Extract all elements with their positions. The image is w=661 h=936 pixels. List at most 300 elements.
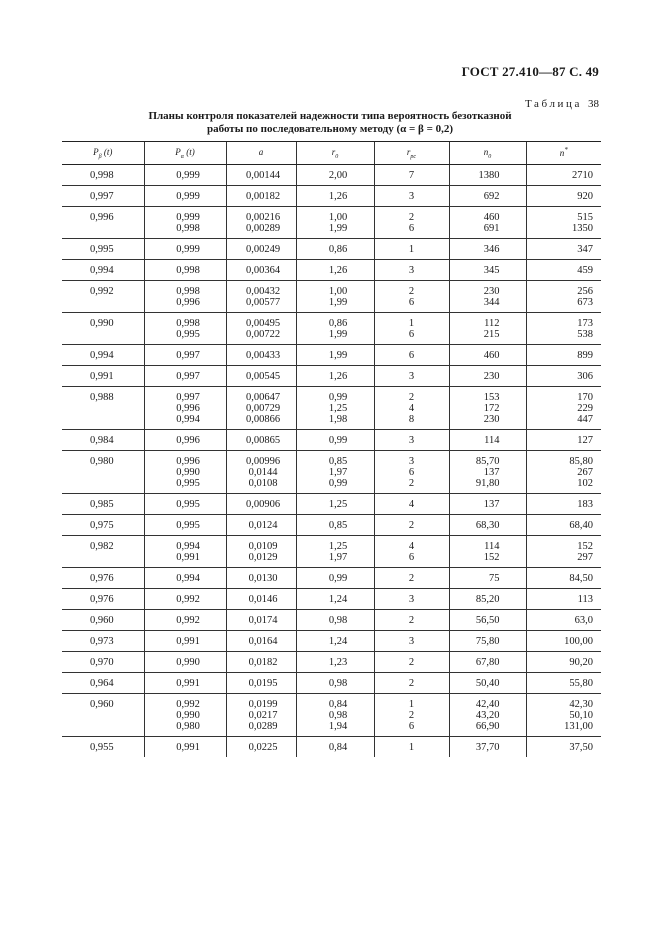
cell-p-beta xyxy=(62,165,144,186)
cell-value: 0,994 xyxy=(176,573,200,584)
cell-n0 xyxy=(449,536,526,568)
cell-value: 8 xyxy=(408,414,415,425)
cell-r0 xyxy=(296,694,374,737)
cell-value: 0,996 xyxy=(176,435,200,446)
header-a-symbol: a xyxy=(258,146,264,157)
cell-rpc xyxy=(374,536,449,568)
cell-n0 xyxy=(449,207,526,239)
cell-rpc xyxy=(374,239,449,260)
cell-rpc xyxy=(374,387,449,430)
table-row xyxy=(62,694,601,737)
header-p-alpha-suffix: (t) xyxy=(183,146,195,157)
cell-n0 xyxy=(449,345,526,366)
table-row xyxy=(62,207,601,239)
cell-value: 0,00545 xyxy=(245,371,281,382)
table-row xyxy=(62,673,601,694)
cell-a xyxy=(226,366,296,387)
cell-n0 xyxy=(449,387,526,430)
table-row xyxy=(62,652,601,673)
cell-value: 0,992 xyxy=(176,699,200,710)
cell-value: 0,99 xyxy=(328,573,348,584)
cell-rpc xyxy=(374,313,449,345)
cell-value: 0,991 xyxy=(90,371,114,382)
cell-p-alpha xyxy=(144,610,226,631)
cell-r0 xyxy=(296,737,374,758)
cell-value: 0,991 xyxy=(176,678,200,689)
cell-p-beta xyxy=(62,186,144,207)
cell-value: 1,99 xyxy=(328,297,348,308)
cell-value: 0,994 xyxy=(176,414,200,425)
cell-value: 0,0182 xyxy=(248,657,278,668)
cell-value: 102 xyxy=(577,478,593,489)
cell-value: 113 xyxy=(577,594,593,605)
cell-value: 2 xyxy=(408,286,415,297)
cell-p-beta xyxy=(62,673,144,694)
cell-p-beta xyxy=(62,631,144,652)
table-header-row xyxy=(62,142,601,165)
cell-value: 0,999 xyxy=(176,191,200,202)
cell-value: 0,0109 xyxy=(248,541,278,552)
cell-a xyxy=(226,387,296,430)
cell-a xyxy=(226,313,296,345)
table-row xyxy=(62,494,601,515)
cell-value: 0,996 xyxy=(176,456,200,467)
cell-p-beta xyxy=(62,281,144,313)
cell-a xyxy=(226,568,296,589)
cell-value: 0,996 xyxy=(90,212,114,223)
cell-value: 0,00495 xyxy=(245,318,281,329)
cell-value: 0,995 xyxy=(176,520,200,531)
header-p-alpha-subscript: α xyxy=(180,153,184,160)
table-row xyxy=(62,737,601,758)
cell-value: 153 xyxy=(483,392,500,403)
cell-value: 0,99 xyxy=(328,435,348,446)
cell-value: 230 xyxy=(483,286,500,297)
cell-a xyxy=(226,430,296,451)
cell-rpc xyxy=(374,366,449,387)
cell-rpc xyxy=(374,430,449,451)
cell-value: 344 xyxy=(483,297,500,308)
cell-n-star xyxy=(526,610,601,631)
cell-a xyxy=(226,451,296,494)
cell-value: 0,0146 xyxy=(248,594,278,605)
cell-p-alpha xyxy=(144,165,226,186)
cell-value: 1,24 xyxy=(328,636,348,647)
cell-value: 114 xyxy=(484,435,500,446)
cell-value: 85,20 xyxy=(475,594,500,605)
cell-p-alpha xyxy=(144,239,226,260)
cell-p-alpha xyxy=(144,737,226,758)
cell-value: 0,0108 xyxy=(248,478,278,489)
cell-p-beta xyxy=(62,494,144,515)
cell-n0 xyxy=(449,568,526,589)
cell-rpc xyxy=(374,610,449,631)
cell-value: 256 xyxy=(577,286,593,297)
cell-value: 1,26 xyxy=(328,371,348,382)
cell-value: 1,99 xyxy=(328,223,348,234)
cell-r0 xyxy=(296,366,374,387)
cell-value: 127 xyxy=(577,435,593,446)
cell-value: 0,976 xyxy=(90,594,114,605)
cell-r0 xyxy=(296,673,374,694)
cell-p-alpha xyxy=(144,387,226,430)
cell-n-star xyxy=(526,239,601,260)
cell-rpc xyxy=(374,589,449,610)
table-title-line-1: Планы контроля показателей надежности типа вероятность безотказной xyxy=(148,110,512,122)
cell-a xyxy=(226,165,296,186)
cell-p-beta xyxy=(62,737,144,758)
cell-rpc xyxy=(374,345,449,366)
table-row xyxy=(62,610,601,631)
cell-a xyxy=(226,345,296,366)
cell-value: 0,995 xyxy=(176,329,200,340)
cell-n0 xyxy=(449,631,526,652)
cell-value: 1,26 xyxy=(328,265,348,276)
cell-value: 2 xyxy=(408,615,415,626)
cell-n-star xyxy=(526,536,601,568)
cell-value: 1,25 xyxy=(328,541,348,552)
cell-r0 xyxy=(296,568,374,589)
cell-a xyxy=(226,186,296,207)
header-n0 xyxy=(449,142,526,165)
cell-value: 538 xyxy=(577,329,593,340)
table-row xyxy=(62,568,601,589)
cell-value: 0,994 xyxy=(90,350,114,361)
cell-value: 0,84 xyxy=(328,699,348,710)
cell-value: 1 xyxy=(408,244,415,255)
header-r0-subscript: 0 xyxy=(335,153,339,160)
cell-a xyxy=(226,610,296,631)
cell-n0 xyxy=(449,673,526,694)
cell-value: 1350 xyxy=(572,223,593,234)
cell-p-alpha xyxy=(144,186,226,207)
cell-value: 0,955 xyxy=(90,742,114,753)
cell-value: 0,0217 xyxy=(248,710,278,721)
cell-value: 0,960 xyxy=(90,615,114,626)
cell-value: 1,00 xyxy=(328,212,348,223)
cell-n-star xyxy=(526,589,601,610)
table-row xyxy=(62,260,601,281)
table-row xyxy=(62,631,601,652)
cell-value: 230 xyxy=(483,414,500,425)
cell-value: 4 xyxy=(408,403,415,414)
cell-value: 0,996 xyxy=(176,403,200,414)
cell-value: 85,80 xyxy=(569,456,593,467)
cell-p-beta xyxy=(62,366,144,387)
cell-rpc xyxy=(374,281,449,313)
cell-value: 6 xyxy=(408,721,415,732)
cell-value: 0,990 xyxy=(176,657,200,668)
cell-n-star xyxy=(526,737,601,758)
cell-r0 xyxy=(296,345,374,366)
cell-value: 0,995 xyxy=(90,244,114,255)
cell-rpc xyxy=(374,515,449,536)
cell-value: 515 xyxy=(577,212,593,223)
cell-value: 0,00364 xyxy=(245,265,281,276)
cell-value: 0,98 xyxy=(328,678,348,689)
cell-value: 0,84 xyxy=(328,742,348,753)
cell-r0 xyxy=(296,631,374,652)
cell-value: 0,997 xyxy=(90,191,114,202)
cell-n-star xyxy=(526,260,601,281)
cell-n0 xyxy=(449,313,526,345)
cell-value: 0,991 xyxy=(176,552,200,563)
cell-value: 0,00144 xyxy=(245,170,281,181)
cell-p-beta xyxy=(62,260,144,281)
cell-value: 0,999 xyxy=(176,212,200,223)
cell-n-star xyxy=(526,568,601,589)
cell-value: 6 xyxy=(408,297,415,308)
cell-n0 xyxy=(449,165,526,186)
cell-rpc xyxy=(374,694,449,737)
cell-p-alpha xyxy=(144,281,226,313)
cell-value: 0,98 xyxy=(328,615,348,626)
cell-n-star xyxy=(526,186,601,207)
cell-value: 55,80 xyxy=(569,678,593,689)
cell-value: 0,00216 xyxy=(245,212,281,223)
cell-p-alpha xyxy=(144,694,226,737)
cell-value: 1,25 xyxy=(328,499,348,510)
cell-n0 xyxy=(449,451,526,494)
table-row xyxy=(62,515,601,536)
cell-p-alpha xyxy=(144,631,226,652)
cell-value: 1,99 xyxy=(328,329,348,340)
cell-value: 306 xyxy=(577,371,593,382)
cell-value: 0,00866 xyxy=(245,414,281,425)
cell-value: 2 xyxy=(408,710,415,721)
cell-value: 691 xyxy=(483,223,500,234)
cell-value: 0,0289 xyxy=(248,721,278,732)
cell-n0 xyxy=(449,494,526,515)
cell-p-beta xyxy=(62,694,144,737)
cell-value: 0,0129 xyxy=(248,552,278,563)
cell-value: 172 xyxy=(483,403,500,414)
cell-value: 0,999 xyxy=(176,170,200,181)
cell-p-beta xyxy=(62,313,144,345)
cell-value: 267 xyxy=(577,467,593,478)
cell-value: 0,00722 xyxy=(245,329,281,340)
cell-value: 460 xyxy=(483,350,500,361)
cell-rpc xyxy=(374,652,449,673)
cell-r0 xyxy=(296,239,374,260)
cell-a xyxy=(226,694,296,737)
cell-value: 0,984 xyxy=(90,435,114,446)
header-n-star-symbol: n xyxy=(559,147,565,158)
reliability-plans-table xyxy=(62,141,601,757)
cell-n-star xyxy=(526,366,601,387)
cell-a xyxy=(226,631,296,652)
cell-rpc xyxy=(374,631,449,652)
cell-value: 0,98 xyxy=(328,710,348,721)
cell-a xyxy=(226,536,296,568)
header-p-beta-subscript: β xyxy=(98,153,102,160)
cell-n-star xyxy=(526,281,601,313)
cell-value: 2 xyxy=(408,212,415,223)
table-row xyxy=(62,345,601,366)
cell-r0 xyxy=(296,536,374,568)
cell-n-star xyxy=(526,694,601,737)
cell-value: 1 xyxy=(408,318,415,329)
cell-value: 0,998 xyxy=(176,223,200,234)
cell-value: 0,990 xyxy=(176,467,200,478)
table-title-line-2: работы по последовательному методу (α = β = 0,2) xyxy=(206,123,454,135)
cell-value: 447 xyxy=(577,414,593,425)
cell-p-alpha xyxy=(144,515,226,536)
cell-rpc xyxy=(374,260,449,281)
cell-value: 1,00 xyxy=(328,286,348,297)
table-row xyxy=(62,387,601,430)
cell-value: 68,30 xyxy=(475,520,500,531)
cell-value: 1,26 xyxy=(328,191,348,202)
table-row xyxy=(62,281,601,313)
cell-value: 152 xyxy=(483,552,500,563)
cell-value: 0,999 xyxy=(176,244,200,255)
cell-value: 2 xyxy=(408,657,415,668)
cell-r0 xyxy=(296,387,374,430)
cell-r0 xyxy=(296,186,374,207)
cell-value: 0,0174 xyxy=(248,615,278,626)
cell-value: 112 xyxy=(484,318,500,329)
cell-value: 0,980 xyxy=(176,721,200,732)
table-label-word: Таблица xyxy=(525,98,582,110)
header-n-star xyxy=(526,142,601,165)
cell-value: 84,50 xyxy=(569,573,593,584)
cell-value: 0,00729 xyxy=(245,403,281,414)
cell-p-beta xyxy=(62,387,144,430)
cell-value: 1,94 xyxy=(328,721,348,732)
cell-value: 183 xyxy=(577,499,593,510)
cell-n0 xyxy=(449,610,526,631)
cell-p-alpha xyxy=(144,345,226,366)
cell-value: 1380 xyxy=(478,170,500,181)
cell-value: 0,0124 xyxy=(248,520,278,531)
cell-value: 899 xyxy=(577,350,593,361)
table-row xyxy=(62,366,601,387)
cell-value: 0,997 xyxy=(176,371,200,382)
header-n0-subscript: 0 xyxy=(488,153,492,160)
cell-value: 0,00182 xyxy=(245,191,281,202)
cell-n0 xyxy=(449,366,526,387)
cell-n-star xyxy=(526,207,601,239)
cell-n0 xyxy=(449,430,526,451)
cell-value: 2 xyxy=(408,478,415,489)
cell-r0 xyxy=(296,610,374,631)
cell-p-beta xyxy=(62,652,144,673)
cell-value: 3 xyxy=(408,456,415,467)
cell-value: 230 xyxy=(483,371,500,382)
table-row xyxy=(62,589,601,610)
cell-value: 0,00289 xyxy=(245,223,281,234)
cell-value: 0,00249 xyxy=(245,244,281,255)
cell-r0 xyxy=(296,281,374,313)
header-p-alpha xyxy=(144,142,226,165)
cell-value: 920 xyxy=(577,191,593,202)
table-title xyxy=(60,110,600,136)
cell-value: 0,976 xyxy=(90,573,114,584)
cell-value: 67,80 xyxy=(475,657,500,668)
cell-p-alpha xyxy=(144,536,226,568)
cell-n-star xyxy=(526,673,601,694)
cell-value: 0,998 xyxy=(90,170,114,181)
cell-value: 2 xyxy=(408,678,415,689)
cell-value: 2 xyxy=(408,520,415,531)
cell-value: 68,40 xyxy=(569,520,593,531)
cell-r0 xyxy=(296,494,374,515)
cell-a xyxy=(226,494,296,515)
table-row xyxy=(62,536,601,568)
cell-rpc xyxy=(374,737,449,758)
cell-value: 66,90 xyxy=(475,721,500,732)
cell-value: 6 xyxy=(408,223,415,234)
cell-value: 137 xyxy=(483,499,500,510)
cell-rpc xyxy=(374,207,449,239)
cell-rpc xyxy=(374,165,449,186)
cell-rpc xyxy=(374,451,449,494)
header-p-beta xyxy=(62,142,144,165)
cell-value: 692 xyxy=(483,191,500,202)
cell-p-alpha xyxy=(144,260,226,281)
cell-value: 1,98 xyxy=(328,414,348,425)
cell-value: 137 xyxy=(483,467,500,478)
cell-p-alpha xyxy=(144,673,226,694)
cell-value: 1 xyxy=(408,699,415,710)
cell-value: 75,80 xyxy=(475,636,500,647)
cell-value: 131,00 xyxy=(564,721,593,732)
cell-value: 229 xyxy=(577,403,593,414)
cell-value: 0,975 xyxy=(90,520,114,531)
page-header-reference: ГОСТ 27.410—87 С. 49 xyxy=(461,64,599,79)
cell-value: 2,00 xyxy=(328,170,348,181)
cell-r0 xyxy=(296,313,374,345)
cell-p-beta xyxy=(62,515,144,536)
cell-value: 0,964 xyxy=(90,678,114,689)
cell-value: 0,00432 xyxy=(245,286,281,297)
cell-value: 0,973 xyxy=(90,636,114,647)
cell-p-alpha xyxy=(144,568,226,589)
header-r0-symbol: r xyxy=(331,146,336,157)
cell-value: 56,50 xyxy=(475,615,500,626)
cell-value: 0,998 xyxy=(176,318,200,329)
cell-n0 xyxy=(449,694,526,737)
cell-r0 xyxy=(296,207,374,239)
cell-value: 0,992 xyxy=(176,594,200,605)
cell-rpc xyxy=(374,186,449,207)
cell-value: 0,990 xyxy=(176,710,200,721)
header-p-alpha-symbol: P xyxy=(175,146,181,157)
cell-value: 0,86 xyxy=(328,244,348,255)
cell-value: 1,99 xyxy=(328,350,348,361)
cell-rpc xyxy=(374,673,449,694)
cell-p-beta xyxy=(62,430,144,451)
cell-p-beta xyxy=(62,610,144,631)
table-row xyxy=(62,186,601,207)
cell-p-alpha xyxy=(144,494,226,515)
cell-a xyxy=(226,260,296,281)
cell-value: 0,99 xyxy=(328,478,348,489)
cell-value: 85,70 xyxy=(475,456,500,467)
cell-value: 0,00865 xyxy=(245,435,281,446)
cell-rpc xyxy=(374,568,449,589)
cell-value: 0,992 xyxy=(176,615,200,626)
cell-n-star xyxy=(526,165,601,186)
header-n-star-suffix: * xyxy=(564,145,568,154)
header-r0 xyxy=(296,142,374,165)
cell-a xyxy=(226,652,296,673)
cell-r0 xyxy=(296,589,374,610)
cell-n-star xyxy=(526,387,601,430)
cell-n-star xyxy=(526,345,601,366)
cell-value: 3 xyxy=(408,265,415,276)
